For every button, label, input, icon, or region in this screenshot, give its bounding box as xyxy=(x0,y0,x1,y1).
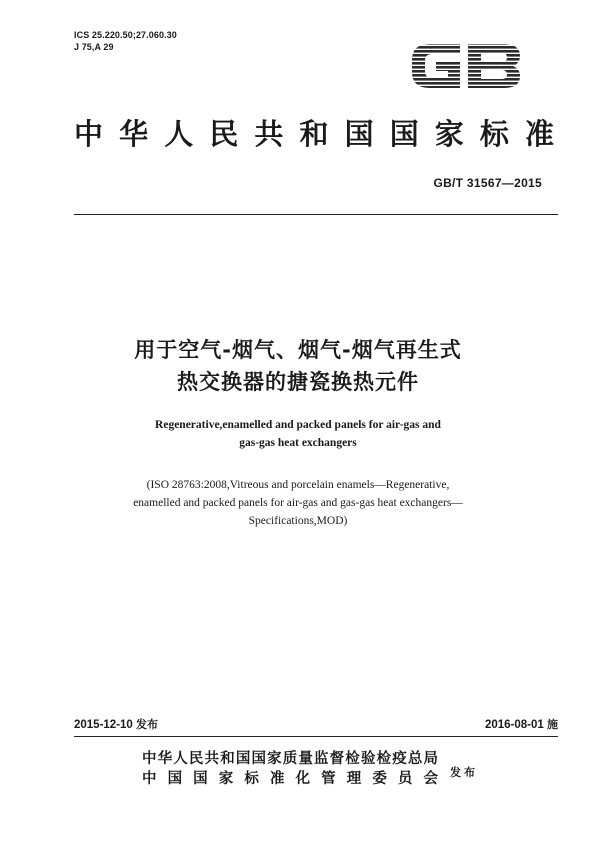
iso-reference-line1: (ISO 28763:2008,Vitreous and porcelain enamels—Regenerative, xyxy=(146,479,450,491)
issuer-line2: 中国国家标准化管理委员会 xyxy=(142,770,438,787)
national-standard-heading: 中华人民共和国国家标准 xyxy=(74,117,558,151)
gb-logo-text: GB xyxy=(466,93,468,94)
publish-label: 发布 xyxy=(450,766,478,779)
implement-date: 2016-08-01 xyxy=(484,719,544,731)
iso-reference-line2: enamelled and packed panels for air-gas and gas-gas heat exchangers— xyxy=(133,497,463,509)
issue-label: 发布 xyxy=(136,718,159,731)
title-en-line1: Regenerative,enamelled and packed panels for air-gas and xyxy=(155,419,441,431)
ics-code: ICS 25.220.50;27.060.30 xyxy=(74,30,177,40)
top-divider xyxy=(74,214,558,215)
iso-reference-line3: Specifications,MOD) xyxy=(248,515,348,527)
issue-date-block xyxy=(74,716,158,732)
implement-date-block xyxy=(485,716,558,732)
issue-date: 2015-12-10 xyxy=(74,719,133,731)
ccs-code: J 75,A 29 xyxy=(74,42,114,52)
title-cn-line2: 热交换器的搪瓷换热元件 xyxy=(177,370,419,394)
bottom-divider xyxy=(74,736,558,737)
standard-number: GB/T 31567—2015 xyxy=(433,176,542,190)
title-en-line2: gas-gas heat exchangers xyxy=(239,437,357,449)
issuer-line1: 中华人民共和国国家质量监督检验检疫总局 xyxy=(142,750,438,767)
gb-logo-icon xyxy=(408,38,524,94)
implement-label: 施 xyxy=(547,718,558,731)
title-cn-line1: 用于空气-烟气、烟气-烟气再生式 xyxy=(134,338,462,362)
